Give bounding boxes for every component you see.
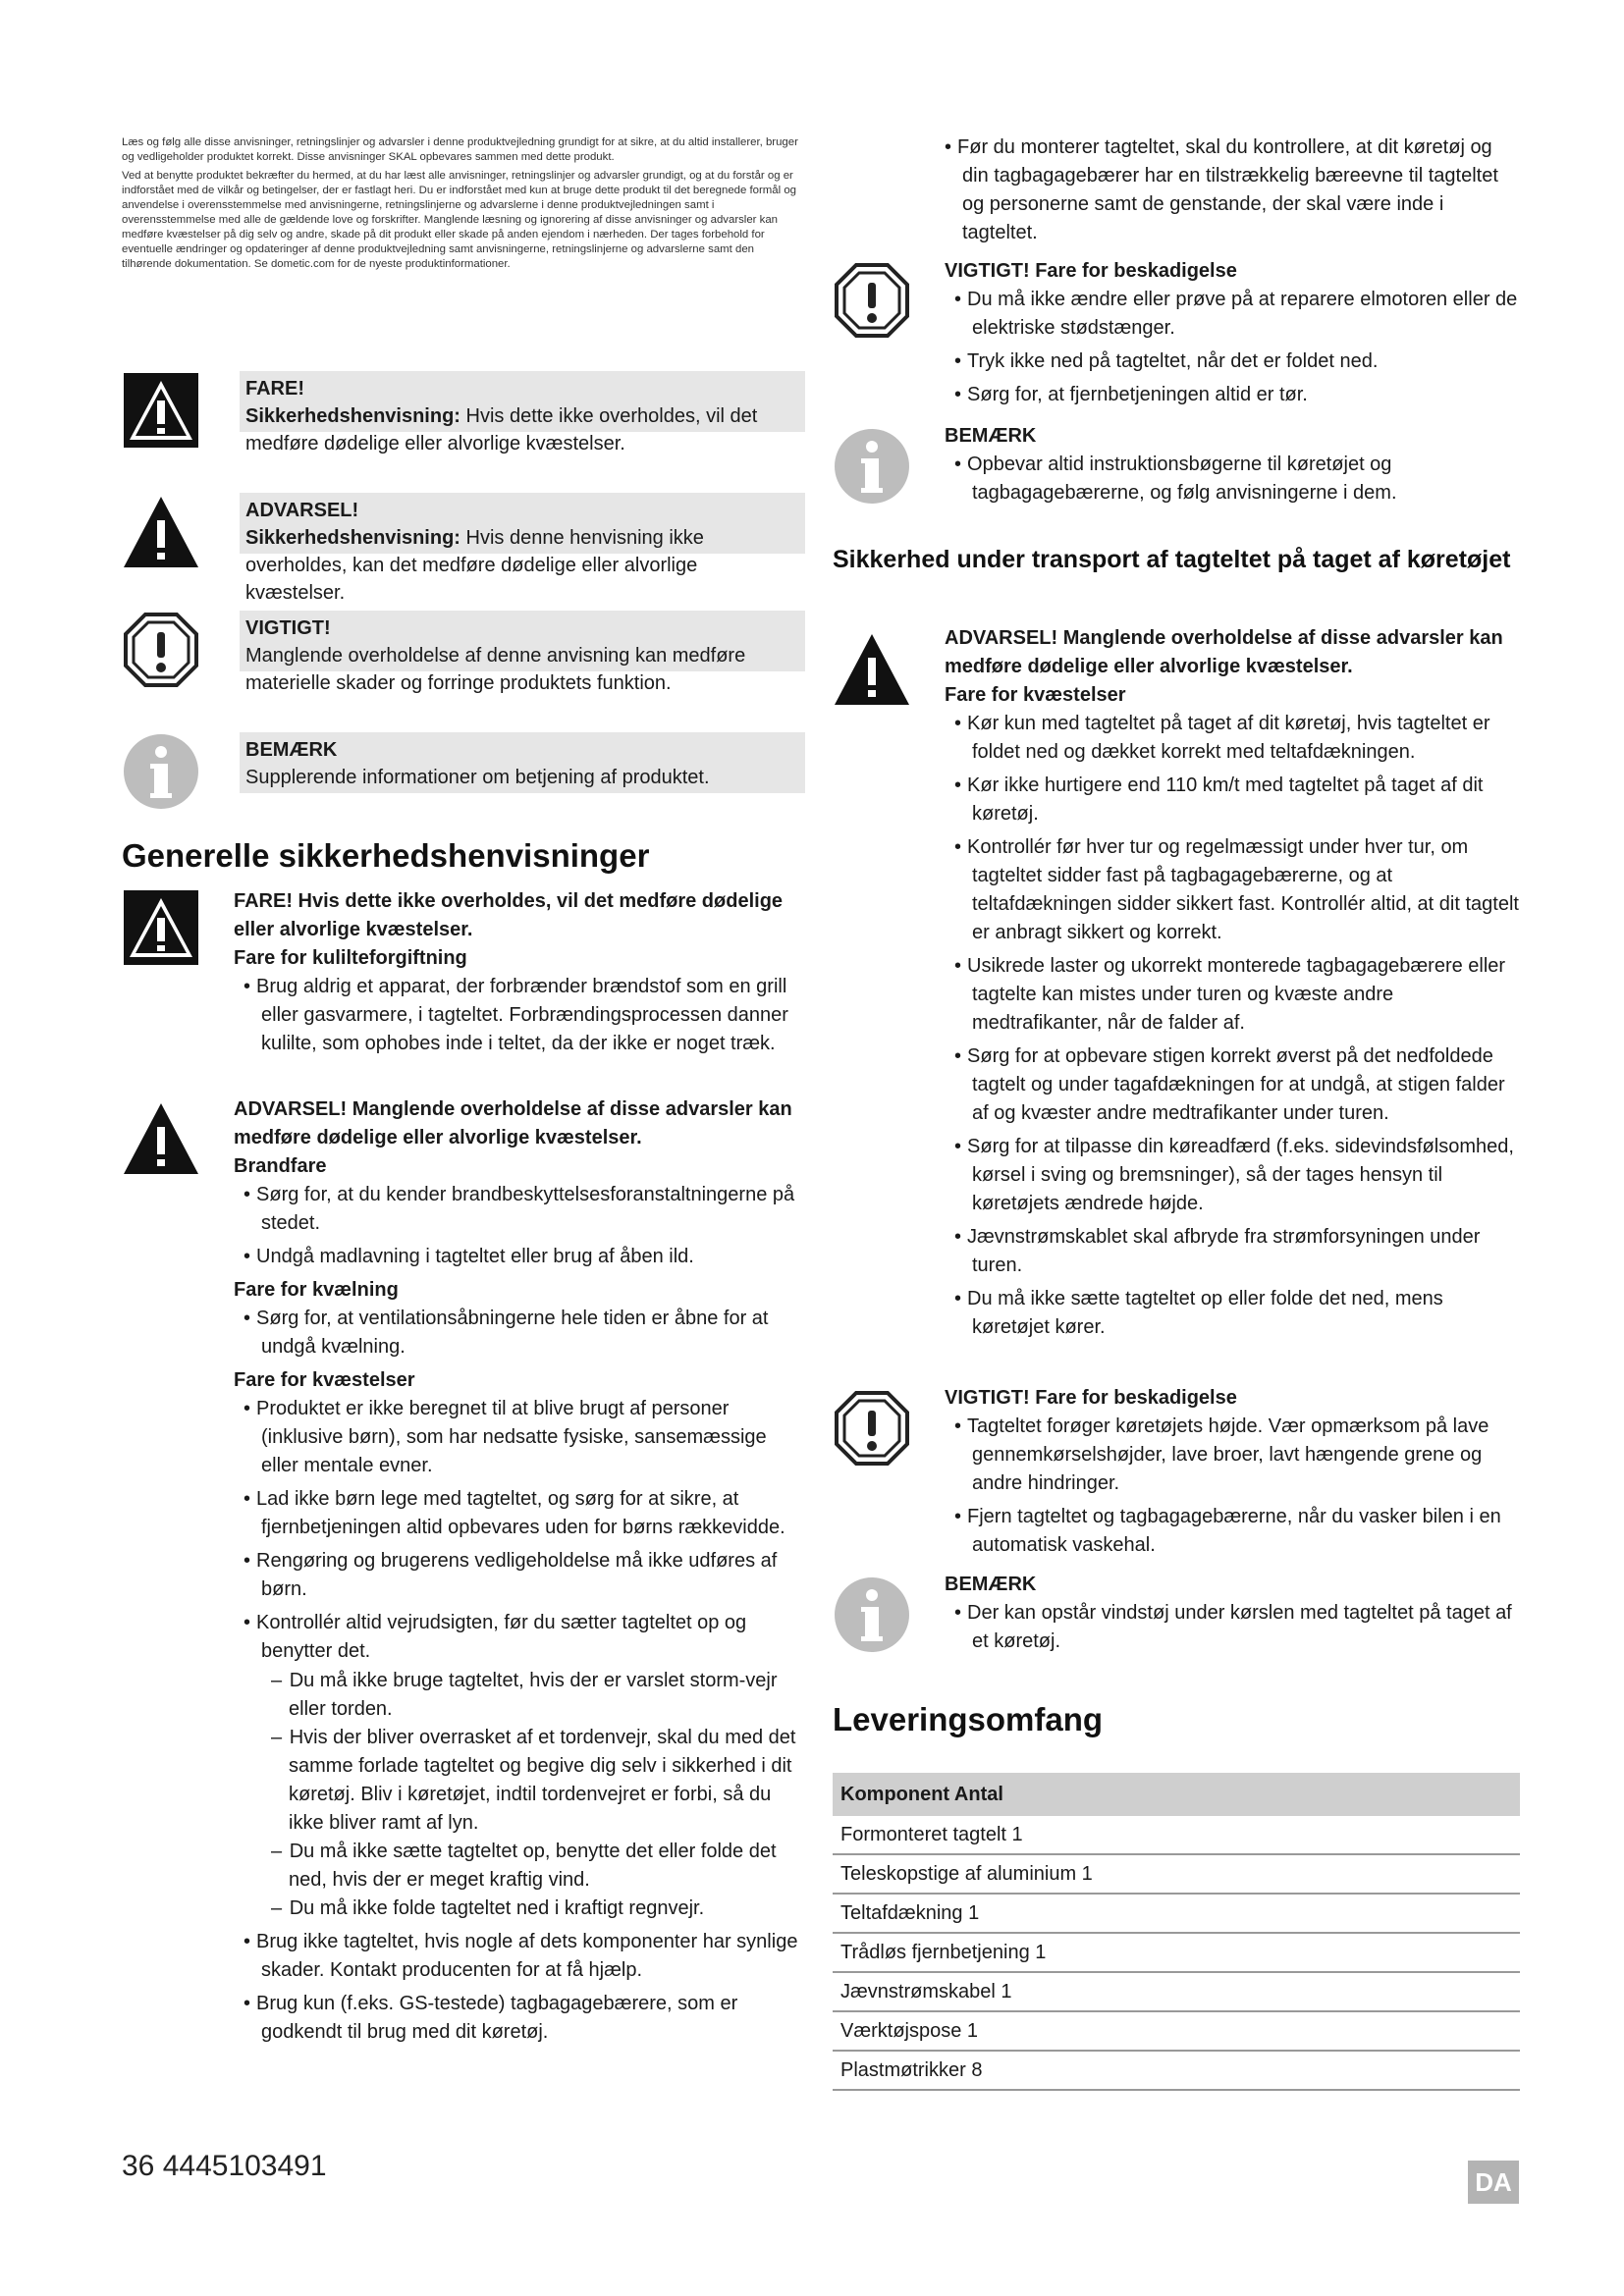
list-item: • Produktet er ikke beregnet til at blive brugt af personer (inklusive børn), som har nedsatte fysiske, sansemæssige eller mentale evner.	[234, 1395, 805, 1480]
notice-octagon-icon	[833, 1389, 911, 1468]
language-badge: DA	[1468, 2161, 1519, 2204]
list-item: • Sørg for, at ventilationsåbningerne hele tiden er åbne for at undgå kvælning.	[234, 1305, 805, 1362]
list-item: • Rengøring og brugerens vedligeholdelse må ikke udføres af børn.	[234, 1547, 805, 1604]
table-cell: Værktøjspose 1	[833, 2011, 1520, 2051]
table-cell: Teleskopstige af aluminium 1	[833, 1854, 1520, 1894]
table-cell: Formonteret tagtelt 1	[833, 1816, 1520, 1854]
warning-triangle-icon	[122, 1099, 200, 1178]
signal-text: Hvis denne henvisning ikke overholdes, kan det medføre dødelige eller alvorlige kvæstelser.	[245, 527, 704, 604]
section-title-transport: Sikkerhed under transport af tagteltet på taget af køretøjet	[833, 546, 1511, 573]
section-title-general: Generelle sikkerhedshenvisninger	[122, 837, 650, 874]
signal-lead: Sikkerhedshenvisning:	[245, 527, 460, 549]
right-vigtigt-block	[945, 257, 1520, 414]
table-header: Komponent Antal	[833, 1773, 1520, 1816]
signal-word: VIGTIGT!	[245, 617, 331, 639]
scope-table	[833, 1773, 1520, 2091]
right-top-list	[935, 133, 1520, 252]
intro-paragraph-2: Ved at benytte produktet bekræfter du hermed, at du har læst alle anvisninger, retningslinjer og advarsler grundigt, og at du forstår og er indforstået med de vilkår og betingelser, der er fastlagt heri. Du er indforstået med kun at bruge dette produkt til det beregnede formål og anvendelse i overensstemmelse med anvisningerne, retningslinjerne og advarslerne i denne produktvejledningen samt i overensstemmelse med alle de gældende love og forskrifter. Manglende læsning og ignorering af disse anvisninger og advarsler kan medføre kvæstelser på dig selv og andre, skade på dit produkt eller skade på anden ejendom i nærheden. Der tages forbehold for eventuelle ændringer og opdateringer af denne produktvejledning samt anvisningerne, retningslinjerne og advarslerne samt den tilhørende dokumentation. Se dometic.com for de nyeste produktinformationer.	[122, 170, 796, 270]
general-fare-block	[234, 887, 805, 1063]
advarsel-title: ADVARSEL! Manglende overholdelse af disse advarsler kan medføre dødelige eller alvorlige kvæstelser.	[945, 627, 1503, 677]
list-item: • Kontrollér altid vejrudsigten, før du sætter tagteltet op og benytter det.	[234, 1609, 805, 1666]
advarsel-title: ADVARSEL! Manglende overholdelse af disse advarsler kan medføre dødelige eller alvorlige kvæstelser.	[234, 1098, 792, 1148]
list-item: • Du må ikke sætte tagteltet op eller folde det ned, mens køretøjet kører.	[945, 1285, 1520, 1342]
right-bemaerk-block	[945, 422, 1520, 512]
bemaerk-title: BEMÆRK	[945, 425, 1037, 447]
dash-item: – Hvis der bliver overrasket af et tordenvejr, skal du med det samme forlade tagteltet og begive dig selv i sikkerhed i dit køretøj. Bliv i køretøjet, indtil tordenvejret er forbi, så du ikke bliver ramt af lyn.	[234, 1724, 805, 1838]
kvaelning-subtitle: Fare for kvælning	[234, 1279, 399, 1301]
warning-triangle-icon	[833, 630, 911, 709]
transport-advarsel-block	[945, 624, 1520, 1347]
fare-subtitle: Fare for kulilteforgiftning	[234, 947, 467, 969]
section-title-scope: Leveringsomfang	[833, 1701, 1104, 1737]
list-item: • Der kan opstår vindstøj under kørslen med tagteltet på taget af et køretøj.	[945, 1599, 1520, 1656]
signal-word: ADVARSEL!	[245, 500, 359, 521]
list-item: • Kontrollér før hver tur og regelmæssigt under hver tur, om tagteltet sidder fast på tagbagagebærerne, og at teltafdækningen sidder sikkert fast. Kontrollér altid, at dit tagtelt er anbragt sikkert og korrekt.	[945, 833, 1520, 947]
kvaestelser-subtitle: Fare for kvæstelser	[945, 684, 1126, 706]
warning-triangle-icon	[122, 493, 200, 571]
table-row	[833, 2011, 1520, 2051]
signal-info	[122, 732, 805, 797]
table-row	[833, 1816, 1520, 1854]
kvaestelser-subtitle: Fare for kvæstelser	[234, 1369, 415, 1391]
fare-title: FARE! Hvis dette ikke overholdes, vil det medføre dødelige eller alvorlige kvæstelser.	[234, 890, 784, 940]
table-cell: Jævnstrømskabel 1	[833, 1972, 1520, 2011]
dash-item: – Du må ikke folde tagteltet ned i kraftigt regnvejr.	[234, 1895, 805, 1923]
list-item: • Opbevar altid instruktionsbøgerne til køretøjet og tagbagagebærerne, og følg anvisningerne i dem.	[945, 451, 1520, 507]
list-item: • Kør kun med tagteltet på taget af dit køretøj, hvis tagteltet er foldet ned og dækket korrekt med teltafdækningen.	[945, 710, 1520, 767]
vigtigt-title: VIGTIGT! Fare for beskadigelse	[945, 260, 1237, 282]
signal-word: BEMÆRK	[245, 739, 338, 761]
signal-danger-box	[240, 371, 805, 454]
signal-word: FARE!	[245, 378, 304, 400]
intro-text	[122, 135, 805, 276]
signal-danger	[122, 371, 805, 454]
list-item: • Sørg for at opbevare stigen korrekt øverst på det nedfoldede tagtelt og under tagafdækningen for at undgå, at stigen falder af og kvæster andre medtrafikanter under turen.	[945, 1042, 1520, 1128]
list-item: • Tagteltet forøger køretøjets højde. Vær opmærksom på lave gennemkørselshøjder, lave broer, lavt hængende grene og andre hindringer.	[945, 1413, 1520, 1498]
signal-notice	[122, 611, 805, 694]
table-cell: Plastmøtrikker 8	[833, 2051, 1520, 2090]
bemaerk-title: BEMÆRK	[945, 1574, 1037, 1595]
table-cell: Trådløs fjernbetjening 1	[833, 1933, 1520, 1972]
info-icon	[833, 427, 911, 506]
table-row	[833, 1894, 1520, 1933]
dash-item: – Du må ikke bruge tagteltet, hvis der er varslet storm-vejr eller torden.	[234, 1667, 805, 1724]
list-item: • Sørg for at tilpasse din køreadfærd (f.eks. sidevindsfølsomhed, kørsel i sving og bremsninger), så der tages hensyn til køretøjets ændrede højde.	[945, 1133, 1520, 1218]
signal-warning	[122, 493, 805, 604]
notice-octagon-icon	[122, 611, 200, 689]
danger-sign-icon	[122, 371, 200, 450]
vigtigt-title: VIGTIGT! Fare for beskadigelse	[945, 1387, 1237, 1409]
table-row	[833, 1972, 1520, 2011]
table-cell: Teltafdækning 1	[833, 1894, 1520, 1933]
intro-paragraph-1: Læs og følg alle disse anvisninger, retningslinjer og advarsler i denne produktvejledning grundigt for at sikre, at du altid installerer, bruger og vedligeholder produktet korrekt. Disse anvisninger SKAL opbevares sammen med dette produkt.	[122, 136, 798, 163]
list-item: • Tryk ikke ned på tagteltet, når det er foldet ned.	[945, 347, 1520, 376]
dash-item: – Du må ikke sætte tagteltet op, benytte det eller folde det ned, hvis der er meget kraftig vind.	[234, 1838, 805, 1895]
list-item: • Lad ikke børn lege med tagteltet, og sørg for at sikre, at fjernbetjeningen altid opbevares uden for børns rækkevidde.	[234, 1485, 805, 1542]
list-item: • Brug kun (f.eks. GS-testede) tagbagagebærere, som er godkendt til brug med dit køretøj.	[234, 1990, 805, 2047]
table-row	[833, 2051, 1520, 2090]
list-item: • Kør ikke hurtigere end 110 km/t med tagteltet på taget af dit køretøj.	[945, 772, 1520, 828]
list-item: • Brug aldrig et apparat, der forbrænder brændstof som en grill eller gasvarmere, i tagteltet. Forbrændingsprocessen danner kulilte, som ophobes inde i teltet, da der ikke er noget træk.	[234, 973, 805, 1058]
list-item: • Jævnstrømskablet skal afbryde fra strømforsyningen under turen.	[945, 1223, 1520, 1280]
list-item: • Undgå madlavning i tagteltet eller brug af åben ild.	[234, 1243, 805, 1271]
signal-info-box	[240, 732, 805, 793]
list-item: • Før du monterer tagteltet, skal du kontrollere, at dit køretøj og din tagbagagebærer har en tilstrækkelig bæreevne til tagteltet og personerne samt de genstande, der skal være inde i tagteltet.	[935, 133, 1520, 247]
signal-notice-box	[240, 611, 805, 694]
list-item: • Brug ikke tagteltet, hvis nogle af dets komponenter har synlige skader. Kontakt producenten for at få hjælp.	[234, 1928, 805, 1985]
table-row	[833, 1933, 1520, 1972]
list-item: • Du må ikke ændre eller prøve på at reparere elmotoren eller de elektriske stødstænger.	[945, 286, 1520, 343]
list-item: • Sørg for, at fjernbetjeningen altid er tør.	[945, 381, 1520, 409]
transport-vigtigt-block	[945, 1384, 1520, 1565]
danger-sign-icon	[122, 888, 200, 967]
signal-warning-box	[240, 493, 805, 604]
page-number: 36 4445103491	[122, 2150, 327, 2182]
info-icon	[833, 1575, 911, 1654]
list-item: • Sørg for, at du kender brandbeskyttelsesforanstaltningerne på stedet.	[234, 1181, 805, 1238]
brandfare-subtitle: Brandfare	[234, 1155, 327, 1177]
list-item: • Fjern tagteltet og tagbagagebærerne, når du vasker bilen i en automatisk vaskehal.	[945, 1503, 1520, 1560]
general-advarsel-block	[234, 1095, 805, 2052]
list-item: • Usikrede laster og ukorrekt monterede tagbagagebærere eller tagtelte kan mistes under turen og kvæste andre medtrafikanter, når de falder af.	[945, 952, 1520, 1038]
transport-bemaerk-block	[945, 1571, 1520, 1661]
info-icon	[122, 732, 200, 811]
signal-text: Hvis dette ikke overholdes, vil det medføre dødelige eller alvorlige kvæstelser.	[245, 405, 758, 454]
signal-text: Supplerende informationer om betjening af produktet.	[245, 767, 710, 788]
table-row	[833, 1854, 1520, 1894]
signal-lead: Sikkerhedshenvisning:	[245, 405, 460, 427]
notice-octagon-icon	[833, 261, 911, 340]
signal-text: Manglende overholdelse af denne anvisning kan medføre materielle skader og forringe produktets funktion.	[245, 645, 746, 694]
